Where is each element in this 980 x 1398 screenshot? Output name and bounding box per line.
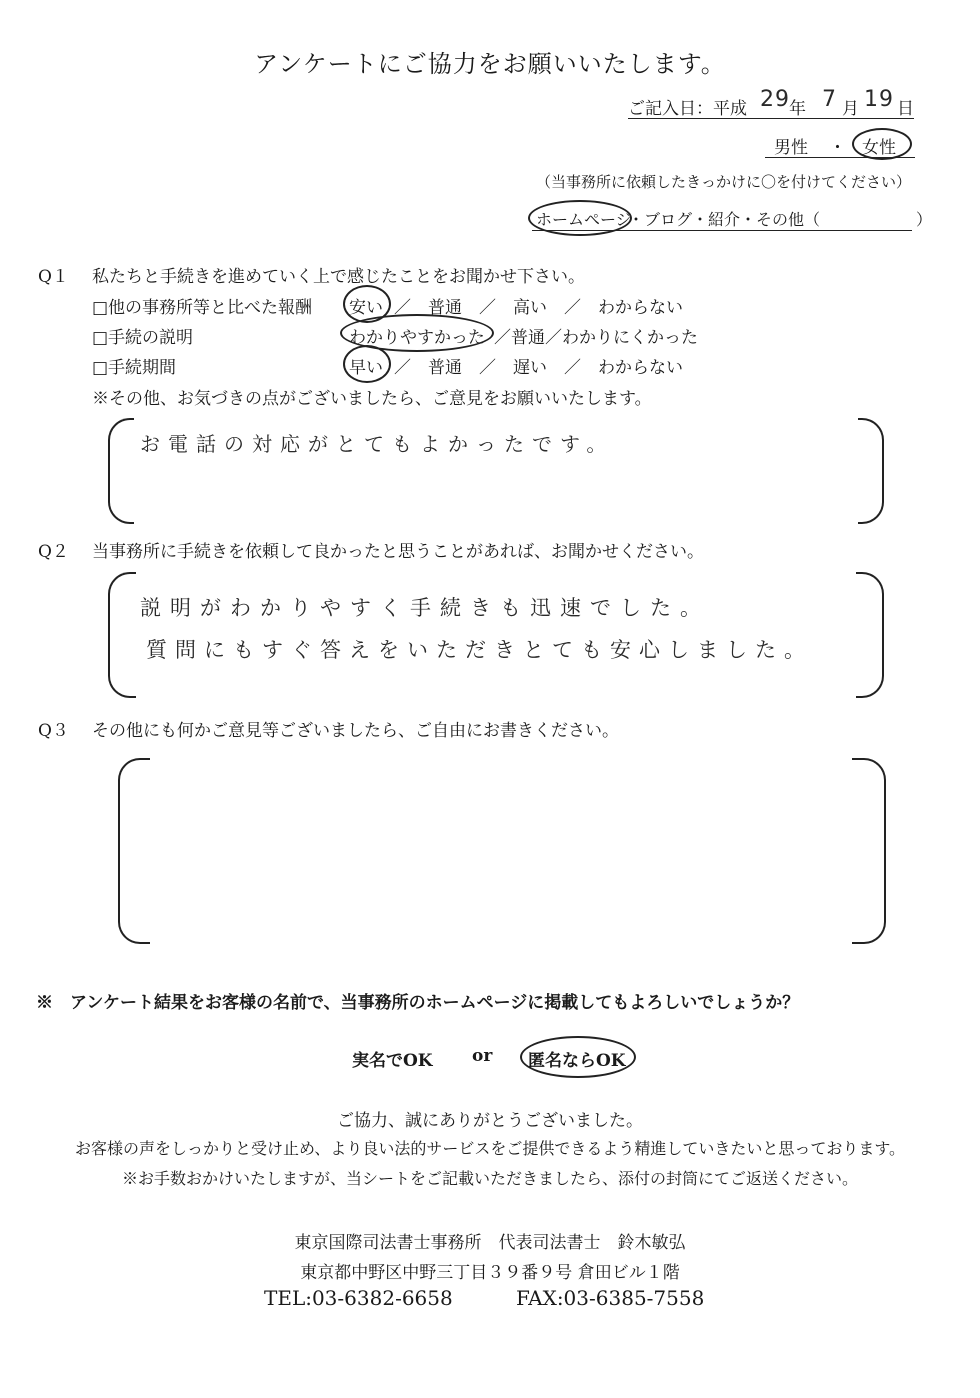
q1-row1-item: □他の事務所等と比べた報酬: [92, 298, 313, 318]
q1-answer[interactable]: お電話の対応がとてもよかったです。: [140, 432, 615, 456]
anonymous-circle-mark: [520, 1036, 636, 1078]
female-circle-mark: [852, 128, 912, 160]
q1-note: ※その他、お気づきの点がございましたら、ご意見をお願いいたします。: [92, 389, 652, 409]
q3-label: Q３: [38, 721, 69, 741]
q1-row2-item: □手続の説明: [92, 328, 194, 348]
q2-question: 当事務所に手続きを依頼して良かったと思うことがあれば、お聞かせください。: [92, 542, 704, 562]
q1-row1-others[interactable]: ／ 普通 ／ 高い ／ わからない: [394, 298, 683, 318]
q3-question: その他にも何かご意見等ございましたら、ご自由にお書きください。: [92, 721, 619, 741]
q1-label: Q１: [38, 267, 69, 287]
office-fax: FAX:03-6385-7558: [516, 1286, 705, 1310]
date-day-unit: 日: [897, 99, 914, 119]
gender-separator: ・: [829, 138, 846, 158]
office-name: 東京国際司法書士事務所 代表司法書士 鈴木敏弘: [294, 1233, 686, 1253]
q3-answer-bracket-right: [852, 758, 886, 944]
publish-option-anonymous[interactable]: 匿名ならOK: [528, 1051, 626, 1071]
q2-answer-line2[interactable]: 質問にもすぐ答えをいただきとても安心しました。: [146, 638, 813, 662]
publish-question: ※ アンケート結果をお客様の名前で、当事務所のホームページに掲載してもよろしいでしょうか？: [36, 993, 800, 1013]
referral-homepage[interactable]: ホームページ: [536, 210, 632, 229]
q2-answer-line1[interactable]: 説明がわかりやすく手続きも迅速でした。: [140, 596, 710, 620]
q1-row3-others[interactable]: ／ 普通 ／ 遅い ／ わからない: [394, 358, 683, 378]
referral-underline: [532, 230, 912, 231]
closing-message: お客様の声をしっかりと受け止め、より良い法的サービスをご提供できるよう精進していきたいと思っております。: [74, 1139, 906, 1158]
referral-instruction: （当事務所に依頼したきっかけに〇を付けてください）: [536, 173, 912, 191]
office-tel: TEL:03-6382-6658: [264, 1286, 453, 1310]
date-day: 19: [864, 87, 894, 112]
office-address: 東京都中野区中野三丁目３９番９号 倉田ビル１階: [300, 1263, 680, 1283]
q1-row2-others[interactable]: ／普通／わかりにくかった: [494, 328, 698, 348]
gender-underline: [765, 157, 915, 158]
q2-answer-bracket-right: [856, 572, 884, 698]
gender-female[interactable]: 女性: [862, 138, 896, 158]
q3-answer-bracket-left: [118, 758, 150, 944]
date-year-unit: 年: [789, 99, 806, 119]
referral-other-options[interactable]: ・ブログ・紹介・その他（ ）: [628, 210, 933, 229]
q1-question: 私たちと手続きを進めていく上で感じたことをお聞かせ下さい。: [92, 267, 585, 287]
q1-row1-selected[interactable]: 安い: [349, 298, 383, 318]
q1-row3-item: □手続期間: [92, 358, 177, 378]
q1-answer-bracket-left: [108, 418, 134, 524]
q1-row3-circle-mark: [343, 345, 391, 383]
q1-answer-bracket-right: [858, 418, 884, 524]
date-month: 7: [822, 87, 837, 112]
date-underline: [628, 118, 914, 119]
q1-row3-selected[interactable]: 早い: [349, 358, 383, 378]
q3-answer-area[interactable]: [160, 770, 840, 930]
page-title: アンケートにご協力をお願いいたします。: [254, 50, 726, 78]
q2-label: Q２: [38, 542, 69, 562]
q1-row2-selected[interactable]: わかりやすかった: [349, 328, 485, 348]
date-month-unit: 月: [842, 99, 859, 119]
gender-male[interactable]: 男性: [774, 138, 808, 158]
date-label: ご記入日：平成: [628, 99, 747, 119]
publish-or: or: [472, 1046, 493, 1066]
date-year: 29: [760, 87, 790, 112]
closing-return-note: ※お手数おかけいたしますが、当シートをご記載いただきましたら、添付の封筒にてご返送ください。: [121, 1169, 858, 1188]
publish-option-real-name[interactable]: 実名でOK: [352, 1051, 433, 1071]
closing-thanks: ご協力、誠にありがとうございました。: [337, 1111, 643, 1131]
q2-answer-bracket-left: [108, 572, 136, 698]
